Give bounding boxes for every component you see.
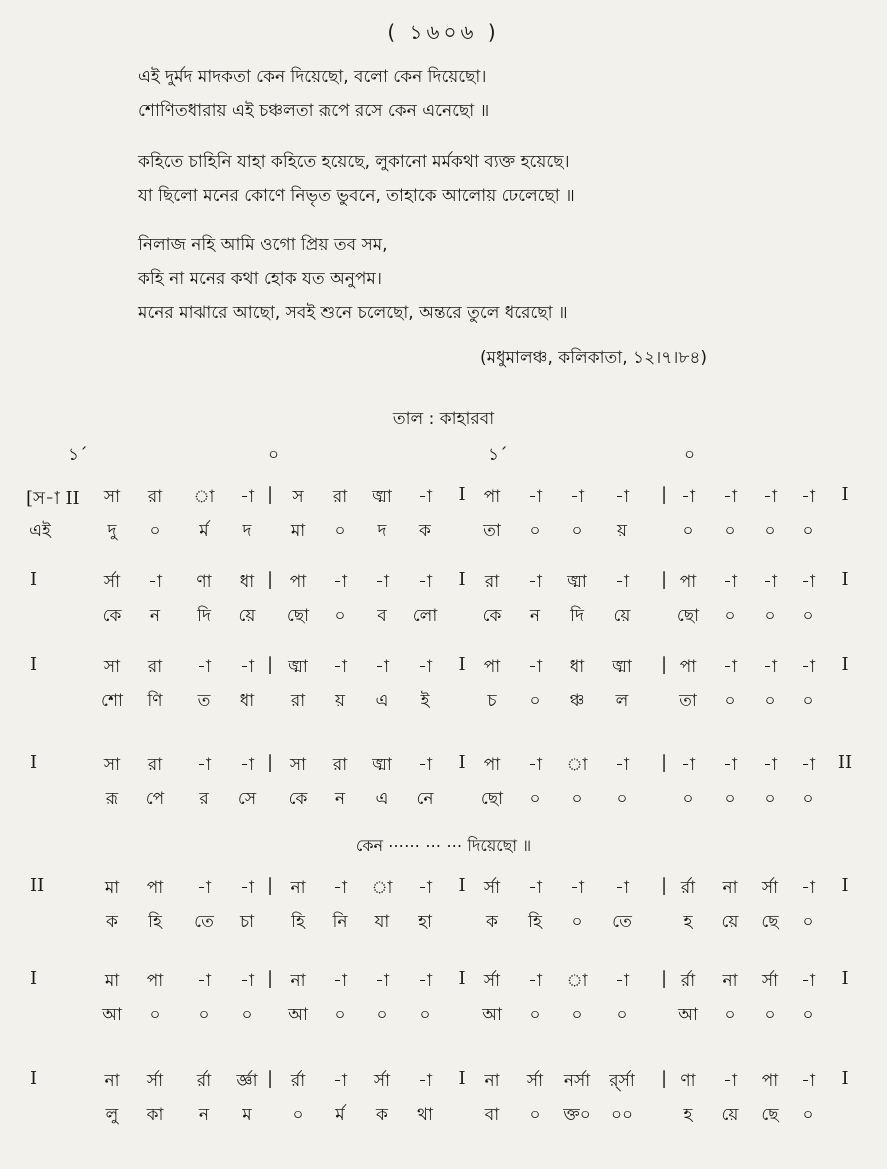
note-cell: -া — [528, 487, 542, 507]
lyric-cell: ০ — [616, 1005, 628, 1025]
lyric-cell: ন — [529, 606, 541, 626]
lyric-cell: এ — [375, 691, 389, 711]
lyric-cell: ০ — [802, 1105, 814, 1125]
note-cell: মা — [104, 971, 120, 991]
lyric-cell: ন — [198, 1105, 210, 1125]
notation-row — [0, 875, 887, 935]
row-end-marker: I — [841, 654, 849, 675]
note-cell: -া — [570, 878, 584, 898]
lyric-cell: ক — [486, 912, 498, 932]
lyric-cell: বা — [484, 1105, 500, 1125]
notation-row — [0, 484, 887, 544]
lyric-cell: লু — [105, 1105, 119, 1125]
note-cell: রা — [147, 487, 163, 507]
lyric-cell: ০ — [764, 789, 776, 809]
verse-line: যা ছিলো মনের কোণে নিভৃত ভুবনে, তাহাকে আলোয় ঢেলেছো ॥ — [138, 186, 575, 206]
bar-line: | — [266, 752, 274, 773]
note-cell: -া — [723, 572, 737, 592]
note-cell: -া — [333, 1071, 347, 1091]
lyric-cell: ণি — [147, 691, 163, 711]
note-cell: ঙ্মা — [372, 487, 392, 507]
note-cell: -া — [681, 755, 695, 775]
lyric-cell: আ — [102, 1005, 122, 1025]
lyric-cell: নে — [416, 789, 434, 809]
bar-line: | — [660, 569, 668, 590]
lyric-cell: রা — [290, 691, 306, 711]
bar-line: I — [458, 1068, 466, 1089]
lyric-cell: য়ে — [238, 606, 256, 626]
lyric-cell: ০ — [764, 1005, 776, 1025]
lyric-cell: হ — [683, 912, 693, 932]
note-cell: সা — [103, 755, 121, 775]
verse-line: কহি না মনের কথা হোক যত অনুপম। — [138, 269, 382, 289]
note-cell: া — [371, 878, 393, 898]
lyric-cell: চা — [239, 912, 255, 932]
note-cell: -া — [615, 971, 629, 991]
note-cell: র্রা — [196, 1071, 212, 1091]
note-cell: -া — [801, 755, 815, 775]
lyric-cell: ছে — [761, 912, 779, 932]
lyric-cell: ০ — [198, 1005, 210, 1025]
bar-line: | — [660, 654, 668, 675]
note-cell: রা — [332, 755, 348, 775]
note-cell: -া — [418, 1071, 432, 1091]
lyric-cell: হা — [418, 912, 432, 932]
verse-stanza-3 — [138, 228, 838, 330]
lyric-cell: ধা — [239, 691, 255, 711]
lyric-cell: ই — [420, 691, 430, 711]
note-cell: -া — [801, 878, 815, 898]
lyric-cell: ছে — [761, 1105, 779, 1125]
verse-line: মনের মাঝারে আছো, সবই শুনে চলেছো, অন্তরে তুলে ধরেছো ॥ — [138, 303, 568, 323]
note-cell: পা — [483, 755, 501, 775]
note-cell: -া — [197, 755, 211, 775]
lyric-cell: ০ — [764, 521, 776, 541]
note-cell: র্সা — [373, 1071, 391, 1091]
lyric-cell: ব — [377, 606, 387, 626]
note-cell: -া — [418, 487, 432, 507]
note-cell: -া — [570, 487, 584, 507]
note-cell: -া — [333, 572, 347, 592]
notation-row — [0, 569, 887, 629]
bar-line: | — [266, 968, 274, 989]
notation-row — [0, 1068, 887, 1128]
row-start-marker: I — [30, 752, 38, 773]
lyric-cell: ০ — [334, 606, 346, 626]
lyric-cell: দ — [242, 521, 252, 541]
note-cell: -া — [240, 755, 254, 775]
page-number: ( ১৬০৬ ) — [387, 20, 500, 44]
note-cell: -া — [240, 487, 254, 507]
note-cell: -া — [801, 1071, 815, 1091]
lyric-cell: ০ — [724, 606, 736, 626]
bar-line: | — [266, 654, 274, 675]
lyric-cell: ০ — [764, 691, 776, 711]
lyric-cell: ০ — [571, 1005, 583, 1025]
notation-row — [0, 752, 887, 812]
row-end-marker: I — [841, 1068, 849, 1089]
lyric-cell: ০ — [571, 912, 583, 932]
note-cell: -া — [528, 657, 542, 677]
note-cell: -া — [333, 657, 347, 677]
interlude-line: কেন ⋯⋯ ⋯ ⋯ দিয়েছো ॥ — [355, 836, 532, 855]
lyric-cell: ০০ — [610, 1105, 634, 1125]
lyric-cell: র্ম — [199, 521, 209, 541]
lyric-cell: আ — [288, 1005, 308, 1025]
row-start-marker: I — [30, 654, 38, 675]
lyric-cell: ল — [615, 691, 629, 711]
lyric-cell: লো — [412, 606, 438, 626]
lyric-cell: কা — [146, 1105, 164, 1125]
note-cell: া — [193, 487, 215, 507]
note-cell: সা — [289, 755, 307, 775]
note-cell: -া — [528, 572, 542, 592]
row-end-marker: I — [841, 968, 849, 989]
note-cell: -া — [615, 755, 629, 775]
lyric-cell: ০ — [802, 912, 814, 932]
lyric-cell: যা — [374, 912, 390, 932]
lyric-cell: তা — [483, 521, 501, 541]
note-cell: র্র্সা — [609, 1071, 635, 1091]
note-cell: র্রা — [680, 878, 696, 898]
lyric-cell: কে — [102, 606, 122, 626]
note-cell: -া — [418, 971, 432, 991]
lyric-cell: হি — [291, 912, 305, 932]
note-cell: -া — [528, 971, 542, 991]
bar-line: | — [660, 968, 668, 989]
row-start-marker: [স-া II — [26, 488, 80, 509]
lyric-cell: এই — [29, 521, 51, 541]
note-cell: -া — [763, 657, 777, 677]
note-cell: র্সা — [761, 878, 779, 898]
source-credit: (মধুমালঞ্চ, কলিকাতা, ১২।৭।৮৪) — [480, 348, 708, 368]
lyric-cell: ক — [106, 912, 118, 932]
note-cell: -া — [240, 657, 254, 677]
note-cell: ঙ্মা — [372, 755, 392, 775]
lyric-cell: র — [199, 789, 209, 809]
note-cell: -া — [763, 487, 777, 507]
note-cell: র্সা — [146, 1071, 164, 1091]
row-end-marker: I — [841, 569, 849, 590]
bar-line: | — [266, 484, 274, 505]
bar-line: | — [660, 752, 668, 773]
note-cell: না — [484, 1071, 500, 1091]
lyric-cell: রূ — [105, 789, 119, 809]
row-start-marker: I — [30, 569, 38, 590]
beat-marker: ০ — [684, 445, 696, 465]
note-cell: ঙ্মা — [612, 657, 632, 677]
note-cell: -া — [148, 572, 162, 592]
lyric-cell: ০ — [149, 521, 161, 541]
beat-markers — [0, 442, 887, 466]
lyric-cell: ০ — [334, 521, 346, 541]
note-cell: র্সা — [526, 1071, 544, 1091]
lyric-cell: দু — [107, 521, 117, 541]
note-cell: সা — [103, 657, 121, 677]
note-cell: নর্সা — [563, 1071, 591, 1091]
bar-line: | — [266, 875, 274, 896]
lyric-cell: তে — [612, 912, 632, 932]
verse-line: নিলাজ নহি আমি ওগো প্রিয় তব সম, — [138, 235, 388, 255]
note-cell: -া — [375, 657, 389, 677]
lyric-cell: কে — [288, 789, 308, 809]
notation-row — [0, 654, 887, 714]
lyric-cell: চ — [487, 691, 497, 711]
note-cell: -া — [197, 657, 211, 677]
bar-line: I — [458, 569, 466, 590]
lyric-cell: ক — [419, 521, 431, 541]
note-cell: মা — [104, 878, 120, 898]
row-start-marker: I — [30, 968, 38, 989]
note-cell: না — [104, 1071, 120, 1091]
note-cell: পা — [289, 572, 307, 592]
note-cell: ঙ্মা — [567, 572, 587, 592]
lyric-cell: সে — [237, 789, 257, 809]
verse-stanza-2 — [138, 145, 838, 213]
note-cell: ঙ্মা — [288, 657, 308, 677]
note-cell: রা — [147, 755, 163, 775]
note-cell: -া — [528, 755, 542, 775]
lyric-cell: ০ — [724, 1005, 736, 1025]
note-cell: না — [290, 878, 306, 898]
note-cell: -া — [333, 971, 347, 991]
note-cell: পা — [761, 1071, 779, 1091]
lyric-cell: য়ে — [613, 606, 631, 626]
note-cell: র্রা — [680, 971, 696, 991]
lyric-cell: নি — [332, 912, 348, 932]
lyric-cell: ছো — [286, 606, 310, 626]
note-cell: -া — [681, 487, 695, 507]
lyric-cell: আ — [678, 1005, 698, 1025]
note-cell: -া — [801, 487, 815, 507]
note-cell: -া — [197, 878, 211, 898]
note-cell: র্জ্ঞা — [236, 1071, 258, 1091]
lyric-cell: ০ — [376, 1005, 388, 1025]
lyric-cell: হি — [528, 912, 542, 932]
row-end-marker: I — [841, 484, 849, 505]
lyric-cell: ০ — [149, 1005, 161, 1025]
note-cell: র্সা — [761, 971, 779, 991]
lyric-cell: ০ — [571, 789, 583, 809]
verse-line: কহিতে চাহিনি যাহা কহিতে হয়েছে, লুকানো মর্মকথা ব্যক্ত হয়েছে। — [138, 152, 570, 172]
note-cell: ণা — [196, 572, 212, 592]
note-cell: ণা — [680, 1071, 696, 1091]
verse-stanza-1 — [138, 60, 838, 128]
lyric-cell: ০ — [241, 1005, 253, 1025]
lyric-cell: ০ — [802, 691, 814, 711]
lyric-cell: থা — [417, 1105, 433, 1125]
beat-marker: ১´ — [488, 445, 508, 465]
note-cell: পা — [483, 487, 501, 507]
lyric-cell: ০ — [802, 521, 814, 541]
lyric-cell: ০ — [724, 789, 736, 809]
note-cell: া — [566, 755, 588, 775]
note-cell: রা — [147, 657, 163, 677]
beat-marker: ১´ — [68, 445, 88, 465]
note-cell: -া — [197, 971, 211, 991]
bar-line: I — [458, 484, 466, 505]
note-cell: -া — [418, 878, 432, 898]
lyric-cell: ঞ্চ — [569, 691, 585, 711]
lyric-cell: ০ — [682, 521, 694, 541]
note-cell: রা — [332, 487, 348, 507]
lyric-cell: ০ — [802, 789, 814, 809]
lyric-cell: ০ — [419, 1005, 431, 1025]
note-cell: না — [722, 878, 738, 898]
bar-line: | — [660, 875, 668, 896]
lyric-cell: ০ — [334, 1005, 346, 1025]
lyric-cell: ০ — [529, 521, 541, 541]
row-start-marker: II — [30, 875, 45, 896]
lyric-cell: আ — [482, 1005, 502, 1025]
note-cell: -া — [240, 878, 254, 898]
tala-heading: তাল : কাহারবা — [392, 409, 495, 429]
lyric-cell: ০ — [802, 606, 814, 626]
lyric-cell: দি — [570, 606, 584, 626]
note-cell: সা — [103, 487, 121, 507]
lyric-cell: এ — [375, 789, 389, 809]
note-cell: -া — [615, 487, 629, 507]
bar-line: I — [458, 654, 466, 675]
note-cell: -া — [375, 971, 389, 991]
lyric-cell: তে — [194, 912, 214, 932]
note-cell: -া — [723, 755, 737, 775]
bar-line: I — [458, 752, 466, 773]
note-cell: -া — [528, 878, 542, 898]
row-end-marker: II — [837, 752, 853, 773]
note-cell: -া — [615, 572, 629, 592]
lyric-cell: ক — [376, 1105, 388, 1125]
note-cell: পা — [146, 971, 164, 991]
lyric-cell: ০ — [764, 606, 776, 626]
lyric-cell: কে — [482, 606, 502, 626]
lyric-cell: য় — [616, 521, 627, 541]
note-cell: ধা — [569, 657, 585, 677]
bar-line: | — [266, 569, 274, 590]
note-cell: -া — [723, 1071, 737, 1091]
note-cell: -া — [418, 572, 432, 592]
note-cell: পা — [679, 657, 697, 677]
lyric-cell: ছো — [676, 606, 700, 626]
note-cell: -া — [723, 487, 737, 507]
lyric-cell: ০ — [529, 1005, 541, 1025]
bar-line: | — [660, 1068, 668, 1089]
note-cell: -া — [763, 572, 777, 592]
note-cell: -া — [763, 755, 777, 775]
lyric-cell: ০ — [724, 691, 736, 711]
note-cell: -া — [333, 878, 347, 898]
note-cell: -া — [801, 572, 815, 592]
note-cell: -া — [615, 878, 629, 898]
lyric-cell: ০ — [529, 1105, 541, 1125]
note-cell: স — [292, 487, 304, 507]
bar-line: I — [458, 875, 466, 896]
row-start-marker: I — [30, 1068, 38, 1089]
note-cell: না — [290, 971, 306, 991]
note-cell: রা — [484, 572, 500, 592]
note-cell: র্সা — [103, 572, 121, 592]
lyric-cell: ০ — [802, 1005, 814, 1025]
note-cell: পা — [483, 657, 501, 677]
lyric-cell: ০ — [571, 521, 583, 541]
lyric-cell: য়ে — [721, 1105, 739, 1125]
lyric-cell: ন — [149, 606, 161, 626]
note-cell: পা — [679, 572, 697, 592]
lyric-cell: ন — [334, 789, 346, 809]
lyric-cell: য় — [334, 691, 345, 711]
note-cell: র্সা — [483, 971, 501, 991]
lyric-cell: দি — [197, 606, 211, 626]
note-cell: র্সা — [483, 878, 501, 898]
lyric-cell: ০ — [724, 521, 736, 541]
note-cell: র্রা — [290, 1071, 306, 1091]
verse-line: শোণিতধারায় এই চঞ্চলতা রূপে রসে কেন এনেছো ॥ — [138, 101, 490, 121]
lyric-cell: হ — [683, 1105, 693, 1125]
verse-line: এই দুর্মদ মাদকতা কেন দিয়েছো, বলো কেন দিয়েছো। — [138, 67, 487, 87]
bar-line: | — [266, 1068, 274, 1089]
lyric-cell: ০ — [616, 789, 628, 809]
row-end-marker: I — [841, 875, 849, 896]
bar-line: | — [660, 484, 668, 505]
lyric-cell: শো — [101, 691, 123, 711]
note-cell: -া — [418, 657, 432, 677]
note-cell: পা — [146, 878, 164, 898]
lyric-cell: হি — [148, 912, 162, 932]
lyric-cell: ০ — [682, 789, 694, 809]
note-cell: -া — [801, 971, 815, 991]
lyric-cell: ০ — [529, 691, 541, 711]
lyric-cell: ০ — [529, 789, 541, 809]
lyric-cell: ক্ত০ — [563, 1105, 591, 1125]
note-cell: -া — [418, 755, 432, 775]
lyric-cell: পে — [145, 789, 165, 809]
note-cell: া — [566, 971, 588, 991]
lyric-cell: মা — [290, 521, 306, 541]
note-cell: -া — [375, 572, 389, 592]
note-cell: -া — [801, 657, 815, 677]
lyric-cell: ত — [197, 691, 211, 711]
lyric-cell: তা — [679, 691, 697, 711]
bar-line: I — [458, 968, 466, 989]
beat-marker: ০ — [268, 445, 280, 465]
lyric-cell: ম — [242, 1105, 252, 1125]
note-cell: না — [722, 971, 738, 991]
lyric-cell: ছো — [480, 789, 504, 809]
lyric-cell: দ — [377, 521, 387, 541]
lyric-cell: য়ে — [721, 912, 739, 932]
note-cell: -া — [240, 971, 254, 991]
note-cell: -া — [723, 657, 737, 677]
note-cell: ধা — [239, 572, 255, 592]
notation-row — [0, 968, 887, 1028]
lyric-cell: ০ — [292, 1105, 304, 1125]
lyric-cell: র্ম — [335, 1105, 345, 1125]
